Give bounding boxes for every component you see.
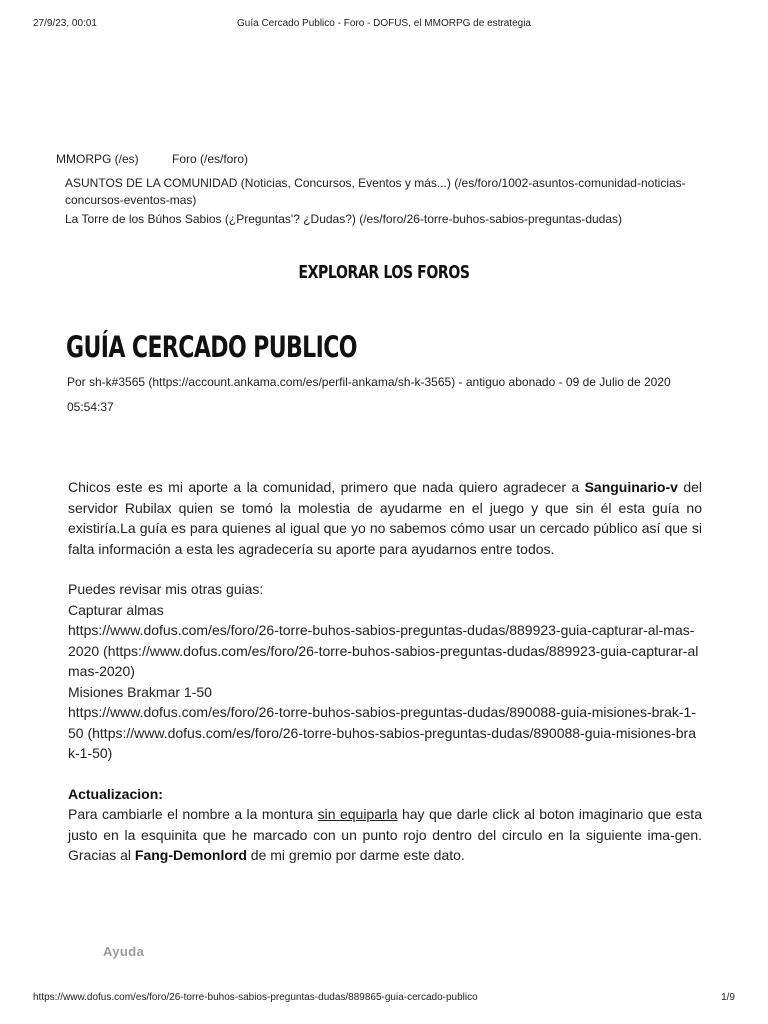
guide-link[interactable]: https://www.dofus.com/es/foro/26-torre-buhos-sabios-preguntas-dudas/889923-guia-capturar-al-mas-2020 (https://www.dofus.com/es/foro/26-torre-buhos-sabios-preguntas-dudas/889923-guia-capturar-almas-2020) [68, 622, 699, 679]
print-footer [0, 992, 768, 1006]
print-url: https://www.dofus.com/es/foro/26-torre-buhos-sabios-preguntas-dudas/889865-guia-cercado-publico [33, 992, 478, 1003]
update-heading: Actualizacion: [68, 785, 163, 802]
print-page-title: Guía Cercado Publico - Foro - DOFUS, el MMORPG de estrategia [237, 18, 531, 29]
guide-title: Misiones Brakmar 1-50 [68, 683, 212, 700]
update-text: Para cambiarle el nombre a la montura sin equiparla hay que darle click al boton imaginario que esta justo en la esquinita que he marcado con un punto rojo dentro del circulo en la siguiente ima-gen. Gracias al Fang-Demonlord de mi gremio por darme este dato. [68, 806, 702, 863]
breadcrumb-forum-link[interactable]: Foro (/es/foro) [172, 152, 249, 166]
mentioned-user: Sanguinario-v [584, 479, 678, 495]
post-meta: Por sh-k#3565 (https://account.ankama.com/es/perfil-ankama/sh-k-3565) - antiguo abonado - 09 de Julio de 2020 05:54:37 [67, 375, 671, 414]
print-datetime: 27/9/23, 00:01 [33, 18, 97, 29]
post-body [68, 477, 702, 866]
breadcrumb [56, 152, 248, 166]
underlined-text: sin equiparla [317, 806, 398, 822]
page-title: GUÍA CERCADO PUBLICO [66, 330, 357, 364]
guide-title: Capturar almas [68, 601, 164, 618]
breadcrumb-category-link[interactable]: ASUNTOS DE LA COMUNIDAD (Noticias, Concursos, Eventos y más...) (/es/foro/1002-asuntos-comunidad-noticias-concursos-eventos-mas) [65, 176, 686, 207]
print-page-number: 1/9 [721, 992, 735, 1003]
guide-link[interactable]: https://www.dofus.com/es/foro/26-torre-buhos-sabios-preguntas-dudas/890088-guia-misiones-brak-1-50 (https://www.dofus.com/es/foro/26-torre-buhos-sabios-preguntas-dudas/890088-guia-misiones-brak-1-50) [68, 704, 696, 761]
explore-forums-heading[interactable]: EXPLORAR LOS FOROS [298, 262, 470, 283]
mentioned-user: Fang-Demonlord [134, 847, 247, 863]
breadcrumb-home-link[interactable]: MMORPG (/es) [56, 152, 139, 166]
help-button[interactable]: Ayuda [103, 944, 145, 959]
print-header [0, 18, 768, 32]
other-guides-heading: Puedes revisar mis otras guias: [68, 581, 264, 597]
post-intro: Chicos este es mi aporte a la comunidad, primero que nada quiero agradecer a Sanguinario-v del servidor Rubilax quien se tomó la molestia de ayudarme en el juego y que sin él esta guía no existiría.La guía es para quienes al igual que yo no sabemos cómo usar un cercado público así que si falta información a esta les agradecería su aporte para ayudarnos entre todos. [68, 479, 702, 557]
breadcrumb-subforum-link[interactable]: La Torre de los Búhos Sabios (¿Preguntas'? ¿Dudas?) (/es/foro/26-torre-buhos-sabios-preguntas-dudas) [65, 212, 623, 226]
